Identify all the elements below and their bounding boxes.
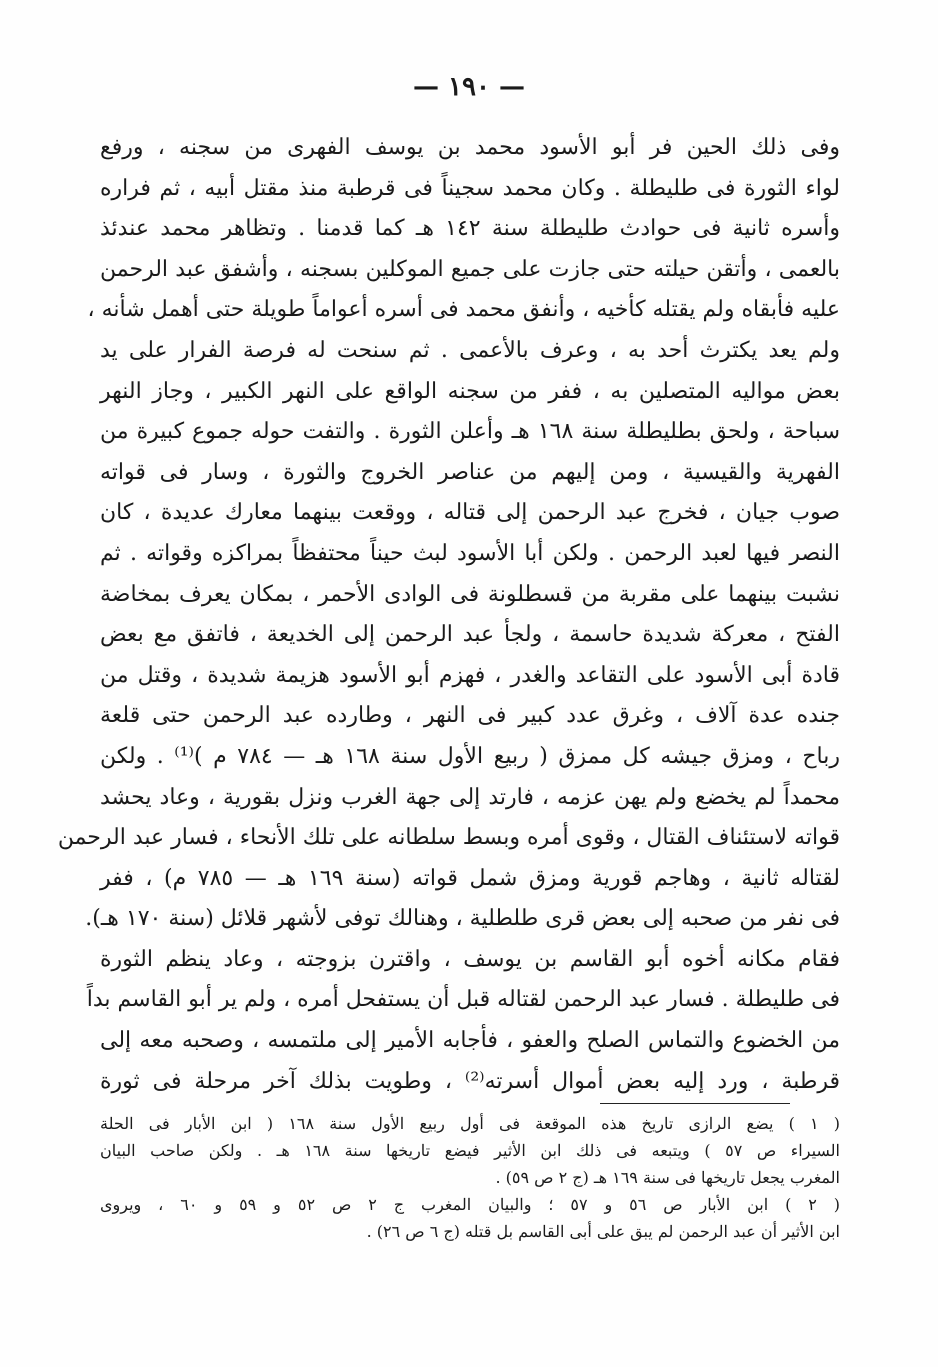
text-line: سباحة ، ولحق بطليطلة سنة ١٦٨ هـ وأعلن الثورة . والتفت حوله جموع كبيرة من [100,419,841,445]
text-line: الفتح ، معركة شديدة حاسمة ، ولجأ عبد الرحمن إلى الخديعة ، فاتفق مع بعض [100,622,840,648]
text-line: لقتاله ثانية ، وهاجم قورية ومزق شمل قواته (سنة ١٦٩ هـ — ٧٨٥ م) ، ففر [100,865,841,891]
text-line: وأسره ثانية فى حوادث طليطلة سنة ١٤٢ هـ كما قدمنا . وتظاهر محمد عندئذ [100,216,840,242]
page-number: — ١٩٠ — [412,72,526,102]
text-line: رباح ، ومزق جيشه كل ممزق ( ربيع الأول سنة ١٦٨ هـ — ٧٨٤ م )⁽¹⁾ . ولكن [100,743,840,769]
footnote-line: ( ٢ ) ابن الأبار ص ٥٦ و ٥٧ ؛ والبيان المغرب ج ٢ ص ٥٢ و ٥٩ و ٦٠ ، ويروى [100,1195,841,1214]
footnotes [100,1110,840,1245]
text-line: الفهرية والقيسية ، ومن إليهم من عناصر الخروج والثورة ، وسار فى قواته [100,459,840,485]
text-line: بالعمى ، وأتقن حيلته حتى جازت على جميع الموكلين بسجنه ، وأشفق عبد الرحمن [100,256,840,282]
footnote-line: المغرب يجعل تاريخها فى سنة ١٦٩ هـ (ج ٢ ص ٥٩) . [495,1168,840,1187]
text-line: محمداً لم يخضع ولم يهن عزمه ، فارتد إلى جهة الغرب ونزل بقورية ، وعاد يحشد [100,784,840,810]
text-line: قادة أبى الأسود على التقاعد والغدر ، فهزم أبو الأسود هزيمة شديدة ، وقتل من [100,662,840,688]
text-line: جنده عدة آلاف ، وغرق عدد كبير فى النهر ، وطارده عبد الرحمن حتى قلعة [100,703,840,729]
text-line: صوب جيان ، فخرج عبد الرحمن إلى قتاله ، ووقعت بينهما معارك عديدة ، كان [100,500,840,526]
text-line: عليه فأبقاه ولم يقتله كأخيه ، وأنفق محمد فى أسره أعواماً طويلة حتى أهمل شأنه ، [87,297,840,323]
text-line: لواء الثورة فى طليطلة . وكان محمد سجيناً فى قرطبة منذ مقتل أبيه ، ثم فراره [100,175,840,201]
footnote-separator [600,1103,790,1104]
text-line: النصر فيها لعبد الرحمن . ولكن أبا الأسود لبث حيناً محتفظاً بمراكزه وقواته . ثم [100,540,840,566]
footnote-line: ( ١ ) يضع الرازى تاريخ هذه الموقعة فى أول ربيع الأول سنة ١٦٨ ( ابن الأبار فى الحلة [100,1114,841,1133]
text-line: وفى ذلك الحين فر أبو الأسود محمد بن يوسف الفهرى من سجنه ، ورفع [100,135,840,160]
text-line: قواته لاستئناف القتال ، وقوى أمره وبسط سلطانه على تلك الأنحاء ، فسار عبد الرحمن [57,825,840,851]
text-line: بعض مواليه المتصلين به ، ففر من سجنه الواقع على النهر الكبير ، وجاز النهر [100,378,841,404]
main-text [57,128,841,1102]
text-line: فقام مكانه أخوه أبو القاسم بن يوسف ، واقترن بزوجته ، وعاد ينظم الثورة [100,946,840,972]
text-line: من الخضوع والتماس الصلح والعفو ، فأجابه الأمير إلى ملتمسه ، وصحبه معه إلى [100,1028,840,1054]
text-line: ولم يعد يكترث أحد به ، وعرف بالأعمى . ثم سنحت له فرصة الفرار على يد [100,337,840,363]
text-line: فى طليطلة . فسار عبد الرحمن لقتاله قبل أن يستفحل أمره ، ولم ير أبو القاسم بداً [86,987,840,1013]
footnote-line: ابن الأثير أن عبد الرحمن لم يبق على أبى القاسم بل قتله (ج ٦ ص ٢٦) . [366,1222,840,1241]
text-line: قرطبة ، ورد إليه بعض أموال أسرته⁽²⁾ ، وطويت بذلك آخر مرحلة فى ثورة [100,1068,840,1094]
footnote-line: السيراء ص ٥٧ ) ويتبعه فى ذلك ابن الأثير فيضع تاريخها سنة ١٦٨ هـ . ولكن صاحب البيان [100,1141,841,1160]
text-line: نشبت بينهما على مقربة من قسطلونة فى الوادى الأحمر ، بمكان يعرف بمخاضة [100,581,840,607]
text-line: فى نفر من صحبه إلى بعض قرى طلطلية ، وهنالك توفى لأشهر قلائل (سنة ١٧٠ هـ). [85,906,840,932]
